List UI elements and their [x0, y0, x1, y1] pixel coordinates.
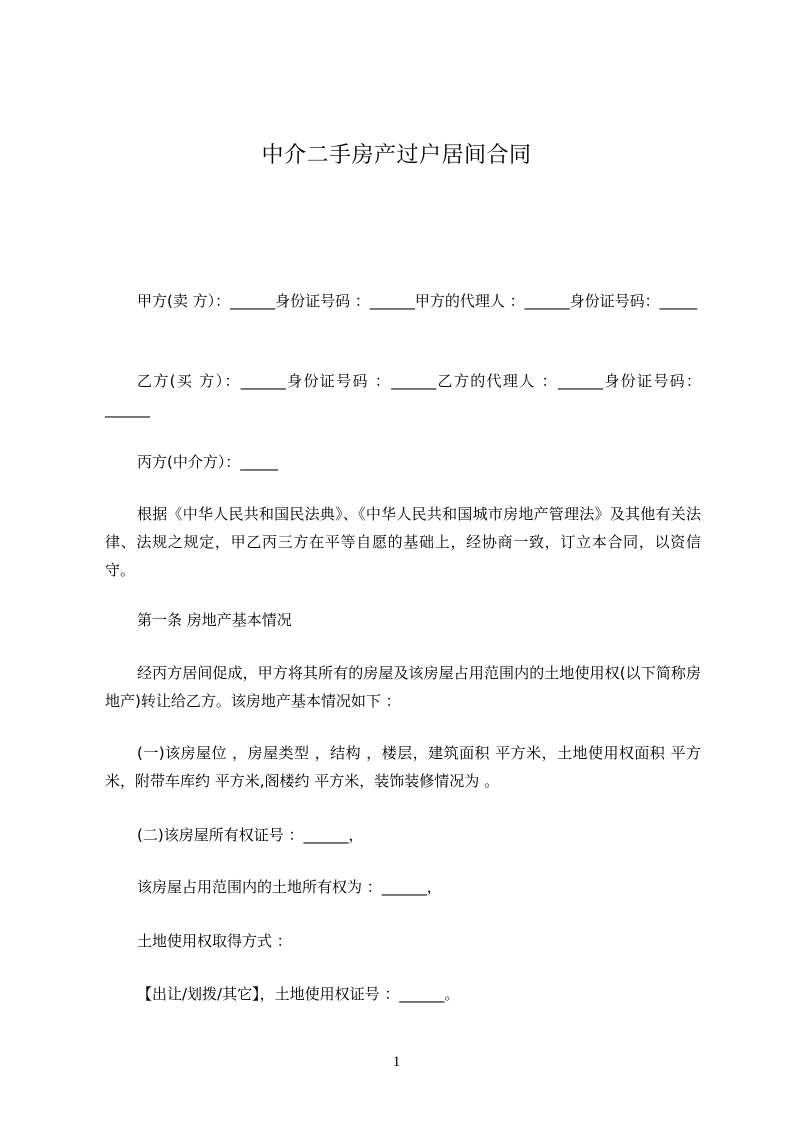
page-number: 1 — [392, 1054, 401, 1070]
article-1-intro: 经丙方居间促成，甲方将其所有的房屋及该房屋占用范围内的土地使用权(以下简称房地产)转让给乙方。该房地产基本情况如下 ： — [105, 664, 701, 710]
land-use-cert-paragraph: 【出让/划拨/其它】，土地使用权证号 ：______。 — [137, 985, 460, 1003]
land-use-method-paragraph: 土地使用权取得方式 ： — [137, 932, 292, 950]
party-c-paragraph: 丙方(中介方）：_____ — [137, 453, 278, 471]
article-1-heading: 第一条 房地产基本情况 — [137, 611, 292, 629]
item-1-paragraph: (一)该房屋位 ，房屋类型 ，结构 ，楼层，建筑面积 平方米，土地使用权面积 平方米，附带车库约 平方米,阁楼约 平方米，装饰装修情况为 。 — [105, 744, 701, 790]
party-a-paragraph: 甲方(卖 方）：______身份证号码 ：______甲方的代理人 ：______身份证号码：_____ — [137, 292, 698, 310]
preamble-paragraph: 根据《中华人民共和国民法典》、《中华人民共和国城市房地产管理法》及其他有关法律、法规之规定，甲乙丙三方在平等自愿的基础上，经协商一致，订立本合同，以资信守。 — [105, 505, 701, 579]
land-ownership-paragraph: 该房屋占用范围内的土地所有权为 ：______， — [137, 878, 442, 896]
item-2-paragraph: (二)该房屋所有权证号 ：______， — [137, 826, 364, 844]
party-b-paragraph: 乙方(买 方）：______身份证号码 ：______乙方的代理人 ：______身份证号码：______ — [105, 372, 701, 418]
document-title: 中介二手房产过户居间合同 — [261, 143, 532, 168]
